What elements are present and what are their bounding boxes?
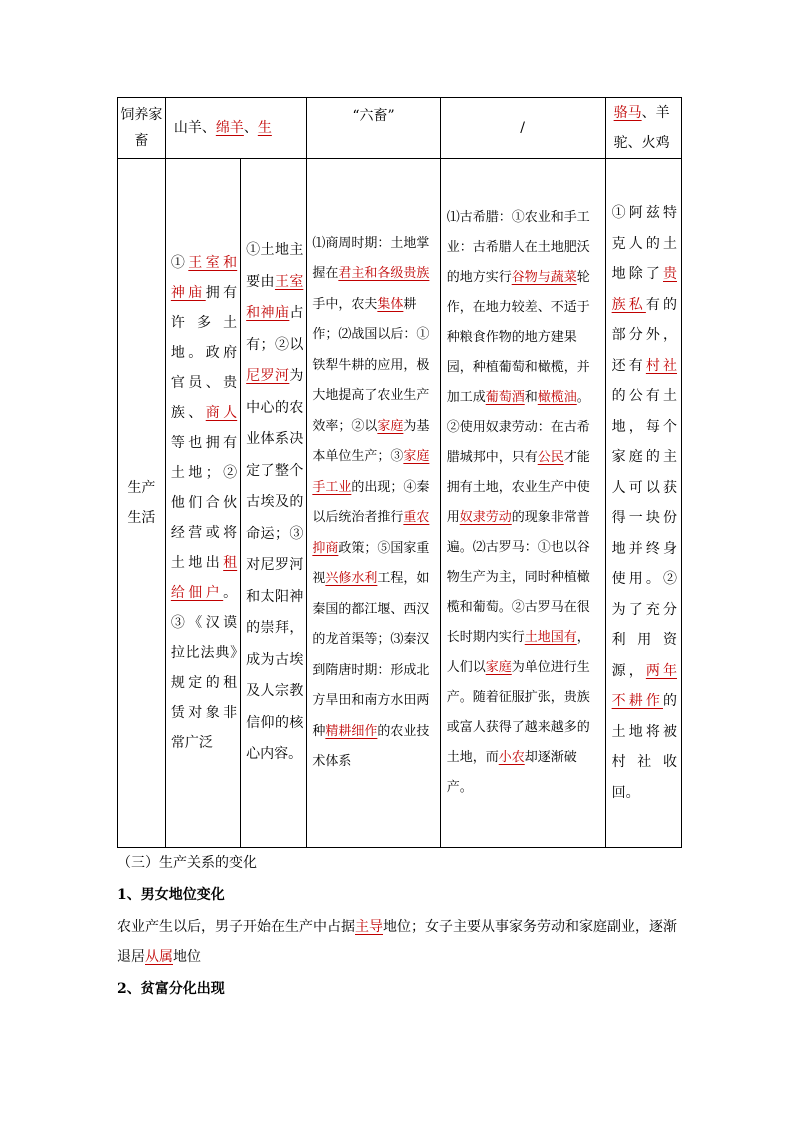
cell-life-egypt: ①土地主要由王室和神庙占有；②以尼罗河为中心的农业体系决定了整个古埃及的命运；③对尼罗河和太阳神的崇拜，成为古埃及人宗教信仰的核心内容。 <box>241 159 307 848</box>
agriculture-comparison-table <box>117 97 682 848</box>
item-heading-wealth: 2、贫富分化出现 <box>117 981 225 997</box>
table-row-production-life <box>118 159 682 848</box>
table-row-livestock <box>118 98 682 159</box>
section-heading: （三）生产关系的变化 <box>117 855 257 871</box>
cell-livestock-americas: 骆马、羊驼、火鸡 <box>605 98 681 159</box>
cell-life-mesopotamia: ①王室和神庙拥有许多土地。政府官员、贵族、商人等也拥有土地；②他们合伙经营或将土地出租给佃户。③《汉谟拉比法典》规定的租赁对象非常广泛 <box>165 159 240 848</box>
cell-livestock-mesopotamia: 山羊、绵羊、生 <box>165 98 307 159</box>
paragraph-gender: 农业产生以后，男子开始在生产中占据主导地位；女子主要从事家务劳动和家庭副业，逐渐退居从属地位 <box>117 919 677 965</box>
cell-life-china: ⑴商周时期：土地掌握在君主和各级贵族手中，农夫集体耕作；⑵战国以后：①铁犁牛耕的应用，极大地提高了农业生产效率；②以家庭为基本单位生产；③家庭手工业的出现；④秦以后统治者推行重农抑商政策；⑤国家重视兴修水利工程，如秦国的都江堰、西汉的龙首渠等；⑶秦汉到隋唐时期：形成北方旱田和南方水田两种精耕细作的农业技术体系 <box>307 159 440 848</box>
cell-livestock-greece-rome: / <box>440 98 605 159</box>
row-label-production-life: 生产生活 <box>118 159 166 848</box>
cell-life-greece-rome: ⑴古希腊：①农业和手工业：古希腊人在土地肥沃的地方实行谷物与蔬菜轮作，在地力较差、不适于种粮食作物的地方建果园，种植葡萄和橄榄，并加工成葡萄酒和橄榄油。②使用奴隶劳动：在古希腊城邦中，只有公民才能拥有土地，农业生产中使用奴隶劳动的现象非常普遍。⑵古罗马：①也以谷物生产为主，同时种植橄榄和葡萄。②古罗马在很长时期内实行土地国有，人们以家庭为单位进行生产。随着征服扩张，贵族或富人获得了越来越多的土地，而小农却逐渐破产。 <box>440 159 605 848</box>
item-heading-gender: 1、男女地位变化 <box>117 887 225 903</box>
relations-section <box>117 848 687 1004</box>
cell-life-americas: ①阿兹特克人的土地除了贵族私有的部分外，还有村社的公有土地，每个家庭的主人可以获得一块份地并终身使用。②为了充分利用资源，两年不耕作的土地将被村社收回。 <box>605 159 681 848</box>
row-label-livestock: 饲养家畜 <box>118 98 166 159</box>
cell-livestock-china: “六畜” <box>307 98 440 159</box>
